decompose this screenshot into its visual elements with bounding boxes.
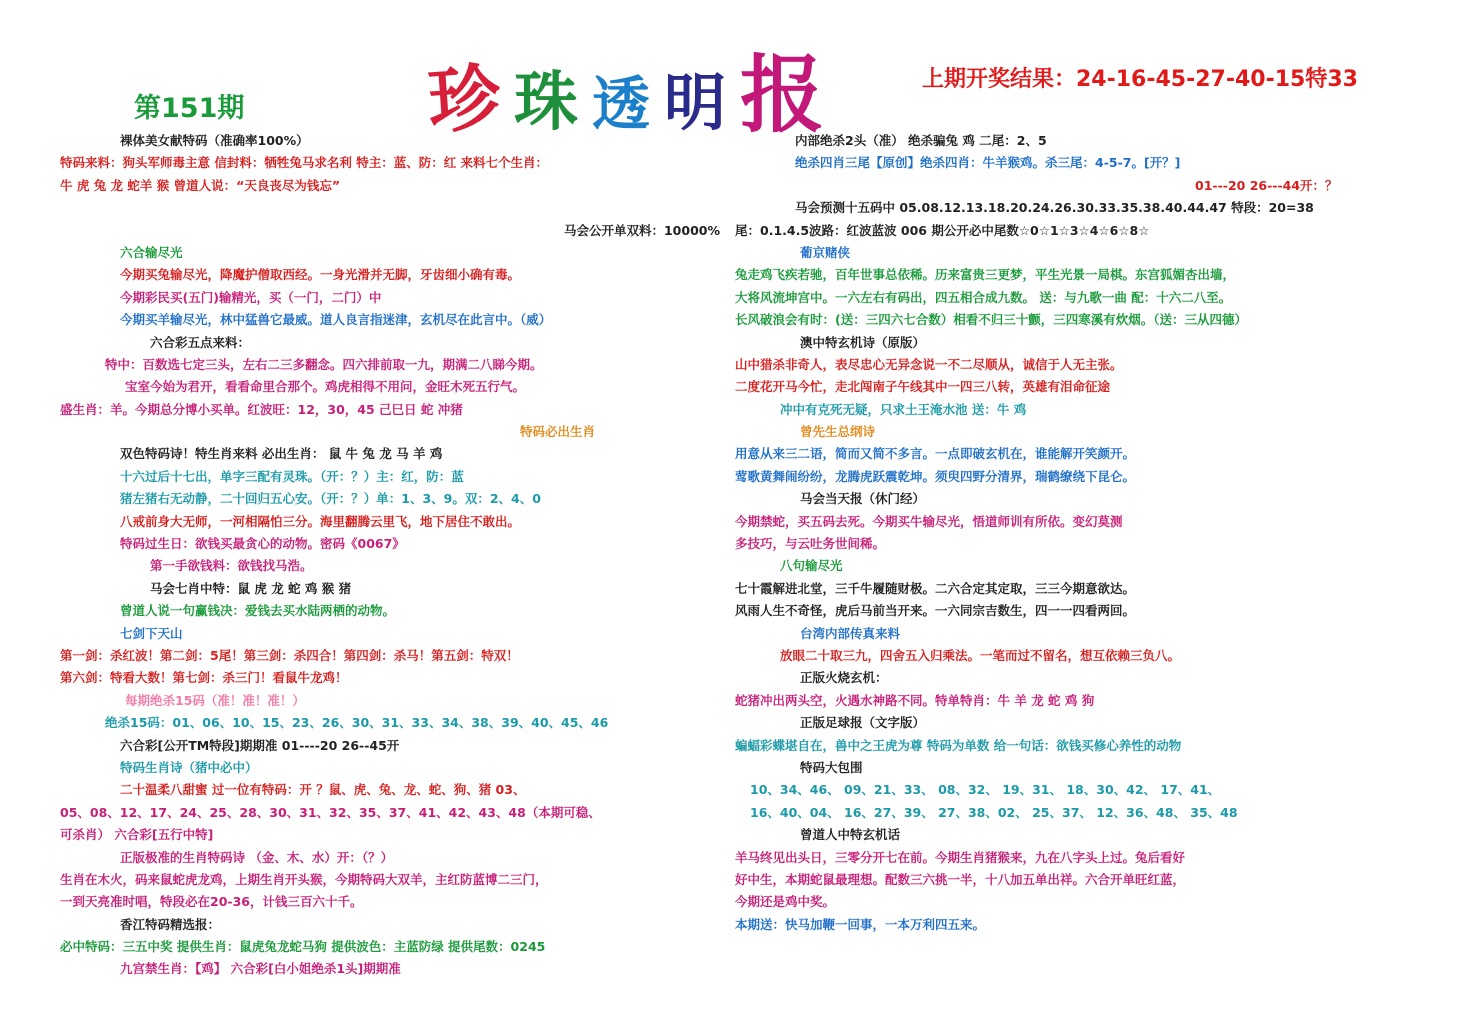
left-line-27: 六合彩[公开TM特段]期期准 01----20 26--45开 [120, 737, 400, 753]
left-line-11: 宝室今始为君开，看看命里合那个。鸡虎相得不用问，金旺木死五行气。 [125, 379, 526, 395]
right-line-26: 正版足球报（文字版） [800, 715, 926, 731]
left-line-25: 每期绝杀15码（准！准！准！） [125, 692, 305, 708]
right-line-29: 10、34、46、 09、21、33、 08、32、 19、31、 18、30、42、 17、41、 [750, 782, 1221, 798]
right-line-31: 曾道人中特玄机话 [800, 827, 901, 843]
issue-number: 第151期 [134, 93, 245, 124]
right-line-15: 莺歌黄舞闹纷纷，龙腾虎跃震乾坤。须臾四野分清界，瑞鹤缭绕下昆仑。 [735, 468, 1136, 484]
right-line-6: 兔走鸡飞疾若驰，百年世事总依稀。历来富贵三更梦，平生光景一局棋。东宫狐媚杏出墙， [735, 267, 1236, 283]
left-line-24: 第六剑：特看大数！第七剑：杀三门！看鼠牛龙鸡！ [60, 670, 348, 686]
left-line-10: 特中：百数选七定三头，左右二三多翻念。四六排前取一九，期满二八睇今期。 [105, 356, 543, 372]
right-line-1: 绝杀四肖三尾【原创】绝杀四肖：牛羊猴鸡。杀三尾：4-5-7。[开？] [795, 155, 1181, 171]
title-char-1: 珍 [425, 53, 518, 144]
title-char-3: 透 [592, 70, 665, 138]
title-char-5: 报 [740, 45, 839, 144]
left-line-4: 马会公开单双料：10000% [563, 222, 720, 238]
left-line-12: 盛生肖：羊。今期总分博小买单。红波旺：12，30，45 己巳日 蛇 冲猪 [60, 401, 463, 417]
right-line-3: 马会预测十五码中 05.08.12.13.18.20.24.26.30.33.35.38.40.44.47 特段：20=38 [795, 200, 1314, 216]
right-line-12: 冲中有克死无疑，只求土王淹水池 送：牛 鸡 [780, 401, 1027, 417]
left-line-9: 六合彩五点来料： [150, 334, 251, 350]
right-column [735, 130, 1435, 936]
left-line-33: 生肖在木火，码来鼠蛇虎龙鸡，上期生肖开头猴，今期特码大双羊，主红防蓝博二三门， [60, 871, 548, 887]
right-line-18: 多技巧，与云吐务世间稀。 [735, 536, 886, 552]
left-line-1: 特码来料：狗头军师毒主意 信封料：牺牲兔马求名利 特主：蓝、防：红 来料七个生肖： [60, 155, 549, 171]
left-line-5: 六合输尽光 [120, 244, 183, 260]
left-column [60, 130, 720, 981]
right-line-28: 特码大包围 [800, 759, 863, 775]
title-char-2: 珠 [514, 65, 593, 140]
left-line-28: 特码生肖诗（猪中必中） [120, 759, 258, 775]
right-line-30: 16、40、04、 16、27、39、 27、38、02、 25、37、 12、36、48、 35、48 [750, 804, 1238, 820]
title-char-4: 明 [664, 66, 741, 139]
left-line-30: 05、08、12、17、24、25、28、30、31、32、35、37、41、42、43、48（本期可稳、 [60, 804, 601, 820]
masthead-title [425, 28, 839, 144]
left-line-29: 二十温柔八甜蜜 过一位有特码：开 ？鼠、虎、兔、龙、蛇、狗、猪 03、 [120, 782, 526, 798]
right-line-11: 二度花开马今忙，走北闯南子午线其中一四三八转，英雄有泪命征途 [735, 379, 1111, 395]
right-line-32: 羊马终见出头日，三零分开七在前。今期生肖猪猴来，九在八字头上过。兔后看好 [735, 849, 1186, 865]
left-line-34: 一到天亮准时唱，特段必在20-36，计钱三百六十千。 [60, 894, 363, 910]
right-line-13: 曾先生总纲诗 [800, 424, 876, 440]
left-line-0: 裸体美女献特码（准确率100%） [120, 133, 309, 148]
left-line-31: 可杀肖） 六合彩[五行中特] [60, 827, 214, 843]
right-line-10: 山中猎杀非奇人，表尽忠心无异念说一不二尽顺从，诚信于人无主张。 [735, 356, 1123, 372]
left-line-13: 特码必出生肖 [520, 424, 596, 440]
right-line-25: 蛇猪冲出两头空，火遇水神路不同。特单特肖：牛 羊 龙 蛇 鸡 狗 [735, 692, 1095, 708]
right-line-23: 放眼二十取三九，四舍五入归乘法。一笔而过不留名，想互依赖三负八。 [780, 647, 1181, 663]
right-line-34: 今期还是鸡中奖。 [735, 894, 836, 910]
left-line-17: 八戒前身大无师，一河相隔怕三分。海里翻腾云里飞，地下居住不敢出。 [120, 513, 521, 529]
right-line-24: 正版火烧玄机： [800, 670, 888, 686]
left-line-2: 牛 虎 兔 龙 蛇羊 猴 曾道人说：“天良丧尽为钱忘” [60, 177, 341, 193]
right-line-14: 用意从来三二语，简而又简不多言。一点即破玄机在，谁能解开笑颜开。 [735, 446, 1136, 462]
right-line-16: 马会当天报（休门经） [800, 491, 926, 507]
left-line-26: 绝杀15码：01、06、10、15、23、26、30、31、33、34、38、39、40、45、46 [105, 715, 609, 731]
left-line-22: 七剑下天山 [120, 625, 183, 641]
right-line-5: 葡京赌侠 [800, 244, 851, 260]
right-line-27: 蝙蝠彩蝶堪自在，兽中之王虎为尊 特码为单数 给一句话：欲钱买修心养性的动物 [735, 737, 1182, 753]
left-line-32: 正版极准的生肖特码诗 （金、木、水）开：（？） [120, 849, 394, 865]
left-line-36: 必中特码：三五中奖 提供生肖：鼠虎兔龙蛇马狗 提供波色：主蓝防绿 提供尾数：0245 [60, 939, 546, 955]
right-line-4: 尾：0.1.4.5波路：红波蓝波 006 期公开必中尾数☆0☆1☆3☆4☆6☆8☆ [735, 222, 1150, 238]
right-line-19: 八句输尽光 [780, 558, 843, 574]
right-line-0: 内部绝杀2头（准） 绝杀骗兔 鸡 二尾：2、5 [795, 133, 1047, 148]
right-line-7: 大将风流坤宫中。一六左右有码出，四五相合成九数。 送：与九歌一曲 配：十六二八至。 [735, 289, 1232, 305]
last-draw-result: 上期开奖结果：24-16-45-27-40-15特33 [922, 67, 1358, 92]
right-line-21: 风雨人生不奇怪，虎后马前当开来。一六同宗吉数生，四一一四看两回。 [735, 603, 1136, 619]
left-line-18: 特码过生日：欲钱买最贪心的动物。密码《0067》 [120, 536, 405, 552]
left-line-23: 第一剑：杀红波！第二剑：5尾！第三剑：杀四合！第四剑：杀马！第五剑：特双！ [60, 647, 519, 663]
left-line-8: 今期买羊输尽光，林中猛兽它最威。道人良言指迷津，玄机尽在此言中。（威） [120, 312, 552, 328]
left-line-19: 第一手欲钱料：欲钱找马浩。 [150, 558, 313, 574]
right-line-22: 台湾内部传真来料 [800, 625, 901, 641]
right-line-33: 好中生，本期蛇鼠最理想。配数三六挑一半，十八加五单出祥。六合开单旺红蓝， [735, 871, 1186, 887]
left-line-35: 香江特码精选报： [120, 916, 221, 932]
right-line-17: 今期禁蛇，买五码去死。今期买牛输尽光，悟道师训有所依。变幻莫测 [735, 513, 1123, 529]
right-line-8: 长风破浪会有时：(送：三四六七合数）相看不归三十颤，三四寒溪有炊烟。（送：三从四德） [735, 312, 1247, 328]
right-line-2: 01---20 26---44开：？ [1195, 177, 1338, 193]
left-line-14: 双色特码诗！特生肖来料 必出生肖： 鼠 牛 兔 龙 马 羊 鸡 [120, 446, 443, 462]
left-line-21: 曾道人说一句赢钱决：爱钱去买水陆两栖的动物。 [120, 603, 396, 619]
left-line-7: 今期彩民买(五门)输精光，买（一门，二门）中 [120, 289, 382, 305]
left-line-6: 今期买兔输尽光，降魔护僧取西经。一身光滑并无脚，牙齿细小确有毒。 [120, 267, 521, 283]
right-line-20: 七十霞解进北堂，三千牛履随财极。二六合定其定取，三三今期意欲达。 [735, 580, 1136, 596]
left-line-20: 马会七肖中特：鼠 虎 龙 蛇 鸡 猴 猪 [150, 580, 352, 596]
left-line-3 [60, 197, 720, 219]
left-line-15: 十六过后十七出，单字三配有灵珠。（开：？）主：红，防：蓝 [120, 468, 464, 484]
left-line-37: 九宫禁生肖：【鸡】 六合彩[白小姐绝杀1头]期期准 [120, 961, 401, 977]
right-line-35: 本期送：快马加鞭一回事，一本万利四五来。 [735, 916, 986, 932]
right-line-9: 澳中特玄机诗（原版） [800, 334, 926, 350]
left-line-16: 猪左猪右无动静，二十回归五心安。（开：？）单：1、3、9。双：2、4、0 [120, 491, 541, 507]
